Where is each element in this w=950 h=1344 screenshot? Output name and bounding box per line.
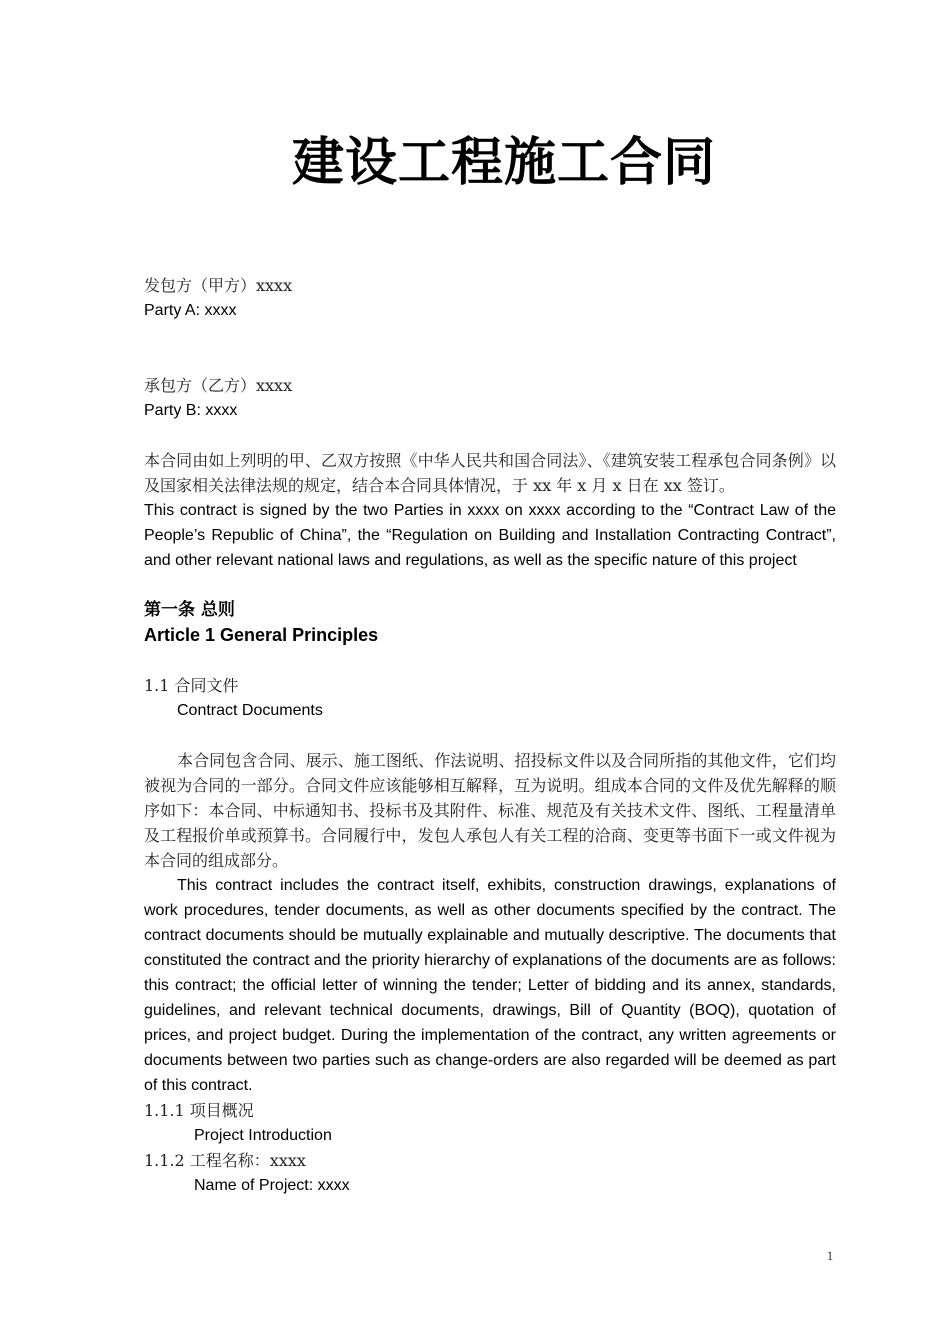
section-1-1-body-en: This contract includes the contract itself, exhibits, construction drawings, explanations of work procedures, tender documents, as well as other documents specified by the contract. The contract documents should be mutually explainable and mutually descriptive. The documents that constituted the contract and the priority hierarchy of explanations of the documents are as follows: this contract; the official letter of winning the tender; Letter of bidding and its annex, standards, guidelines, and relevant technical documents, drawings, Bill of Quantity (BOQ), quotation of prices, and project budget. During the implementation of the contract, any written agreements or documents between two parties such as change-orders are also regarded will be deemed as part of this contract. [144,877,836,1094]
preamble-zh: 本合同由如上列明的甲、乙双方按照《中华人民共和国合同法》、《建筑安装工程承包合同条例》以及国家相关法律法规的规定，结合本合同具体情况，于 xx 年 x 月 x 日在 xx 签订。 [144,451,836,495]
section-1-1-1-heading-en: Project Introduction [194,1127,332,1144]
party-a-en: Party A: xxxx [144,302,237,319]
spacer [144,723,836,748]
section-1-1-1-heading-zh: 1.1.1 项目概况 [144,1101,254,1120]
section-1-1-heading-en: Contract Documents [177,702,323,719]
preamble-en: This contract is signed by the two Parties in xxxx on xxxx according to the “Contract Law of the People’s Republic of China”, the “Regulation on Building and Installation Contracting Contract”, and other relevant national laws and regulations, as well as the specific nature of this project [144,502,836,569]
section-1-1-2-heading-zh: 1.1.2 工程名称：xxxx [144,1151,306,1170]
section-1-1-heading-zh: 1.1 合同文件 [144,676,239,695]
party-b-zh: 承包方（乙方）xxxx [144,376,293,395]
contract-body [144,273,836,1198]
article-1-heading-zh: 第一条 总则 [144,600,235,620]
contract-title: 建设工程施工合同 [291,133,716,193]
section-1-1-2-heading-en: Name of Project: xxxx [194,1177,350,1194]
spacer [144,323,836,373]
spacer [144,648,836,673]
party-b-en: Party B: xxxx [144,402,238,419]
section-1-1-body-zh: 本合同包含合同、展示、施工图纸、作法说明、招投标文件以及合同所指的其他文件，它们均被视为合同的一部分。合同文件应该能够相互解释，互为说明。组成本合同的文件及优先解释的顺序如下：本合同、中标通知书、投标书及其附件、标准、规范及有关技术文件、图纸、工程量清单及工程报价单或预算书。合同履行中，发包人承包人有关工程的洽商、变更等书面下一或文件视为本合同的组成部分。 [144,751,836,870]
spacer [144,573,836,598]
page-number: 1 [826,1248,834,1263]
party-a-zh: 发包方（甲方）xxxx [144,276,293,295]
article-1-heading-en: Article 1 General Principles [144,625,379,645]
spacer [144,423,836,448]
